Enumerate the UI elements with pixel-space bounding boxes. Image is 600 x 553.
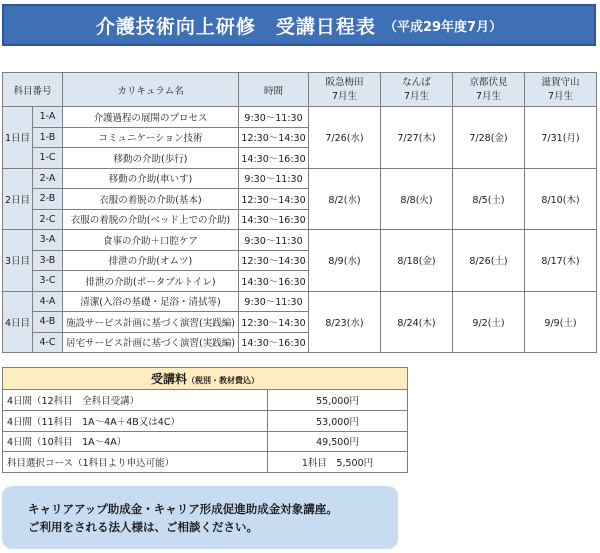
notice-line-1: キャリアアップ助成金・キャリア形成促進助成金対象講座。 bbox=[28, 501, 338, 516]
course-time: 9:30～11:30 bbox=[239, 168, 309, 189]
day-label: 3日目 bbox=[3, 230, 33, 292]
fee-amount: 1科目 5,500円 bbox=[268, 452, 408, 473]
course-code: 3-A bbox=[33, 230, 63, 251]
site-group: 7月生 bbox=[547, 90, 574, 102]
site-name: 京都伏見 bbox=[469, 76, 508, 88]
course-code: 2-A bbox=[33, 168, 63, 189]
course-code: 3-C bbox=[33, 271, 63, 292]
course-time: 9:30～11:30 bbox=[239, 291, 309, 312]
course-name: 清潔(入浴の基礎・足浴・清拭等) bbox=[63, 291, 239, 312]
fee-row bbox=[3, 410, 408, 431]
course-code: 4-A bbox=[33, 291, 63, 312]
table-row bbox=[3, 107, 597, 128]
session-date: 8/2(水) bbox=[309, 168, 381, 230]
course-time: 12:30～14:30 bbox=[239, 312, 309, 333]
course-time: 9:30～11:30 bbox=[239, 107, 309, 128]
fee-label: 4日間（11科目 1A～4A＋4B又は4C） bbox=[3, 410, 268, 431]
fee-amount: 49,500円 bbox=[268, 431, 408, 452]
page-subtitle: （平成29年度7月） bbox=[383, 19, 503, 35]
table-row bbox=[3, 168, 597, 189]
course-code: 1-A bbox=[33, 107, 63, 128]
course-code: 1-B bbox=[33, 127, 63, 148]
fee-amount: 55,000円 bbox=[268, 390, 408, 411]
course-name: 居宅サービス計画に基づく演習(実践編) bbox=[63, 332, 239, 353]
day-label: 1日目 bbox=[3, 107, 33, 169]
session-date: 8/24(木) bbox=[381, 291, 453, 353]
subsidy-notice bbox=[2, 486, 398, 549]
header-site bbox=[453, 73, 525, 107]
site-group: 7月生 bbox=[403, 90, 430, 102]
day-label: 2日目 bbox=[3, 168, 33, 230]
header-code: 科目番号 bbox=[3, 73, 63, 107]
page-title: 介護技術向上研修 受講日程表 bbox=[95, 15, 376, 38]
course-code: 2-B bbox=[33, 189, 63, 210]
fee-label: 4日間（12科目 全科目受講） bbox=[3, 390, 268, 411]
notice-line-2: ご利用をされる法人様は、ご相談ください。 bbox=[28, 519, 258, 534]
session-date: 8/26(土) bbox=[453, 230, 525, 292]
course-time: 14:30～16:30 bbox=[239, 332, 309, 353]
course-time: 12:30～14:30 bbox=[239, 250, 309, 271]
site-name: 阪急梅田 bbox=[325, 76, 364, 88]
course-time: 14:30～16:30 bbox=[239, 209, 309, 230]
table-row bbox=[3, 291, 597, 312]
site-name: なんば bbox=[402, 76, 431, 88]
course-code: 3-B bbox=[33, 250, 63, 271]
session-date: 8/8(火) bbox=[381, 168, 453, 230]
session-date: 8/5(土) bbox=[453, 168, 525, 230]
title-bar bbox=[2, 4, 596, 46]
schedule-table bbox=[2, 72, 597, 353]
course-name: 排泄の介助(ポータブルトイレ) bbox=[63, 271, 239, 292]
session-date: 8/9(水) bbox=[309, 230, 381, 292]
header-site bbox=[381, 73, 453, 107]
site-group: 7月生 bbox=[331, 90, 358, 102]
fee-label: 科目選択コース（1科目より申込可能） bbox=[3, 452, 268, 473]
header-curriculum: カリキュラム名 bbox=[63, 73, 239, 107]
course-name: 衣服の着脱の介助(基本) bbox=[63, 189, 239, 210]
course-name: 衣服の着脱の介助(ベッド上での介助) bbox=[63, 209, 239, 230]
session-date: 8/23(水) bbox=[309, 291, 381, 353]
session-date: 9/9(土) bbox=[525, 291, 597, 353]
session-date: 7/27(木) bbox=[381, 107, 453, 169]
header-row bbox=[3, 73, 597, 107]
session-date: 8/18(金) bbox=[381, 230, 453, 292]
session-date: 7/31(月) bbox=[525, 107, 597, 169]
course-code: 4-C bbox=[33, 332, 63, 353]
fee-amount: 53,000円 bbox=[268, 410, 408, 431]
fee-table bbox=[2, 367, 408, 473]
course-name: 介護過程の展開のプロセス bbox=[63, 107, 239, 128]
session-date: 9/2(土) bbox=[453, 291, 525, 353]
course-code: 2-C bbox=[33, 209, 63, 230]
fee-row bbox=[3, 452, 408, 473]
course-name: コミュニケーション技術 bbox=[63, 127, 239, 148]
header-site bbox=[309, 73, 381, 107]
session-date: 8/17(木) bbox=[525, 230, 597, 292]
session-date: 7/26(水) bbox=[309, 107, 381, 169]
site-group: 7月生 bbox=[475, 90, 502, 102]
table-row bbox=[3, 230, 597, 251]
course-name: 施設サービス計画に基づく演習(実践編) bbox=[63, 312, 239, 333]
session-date: 8/10(木) bbox=[525, 168, 597, 230]
course-name: 排泄の介助(オムツ) bbox=[63, 250, 239, 271]
course-code: 4-B bbox=[33, 312, 63, 333]
course-name: 食事の介助＋口腔ケア bbox=[63, 230, 239, 251]
course-time: 12:30～14:30 bbox=[239, 127, 309, 148]
course-time: 14:30～16:30 bbox=[239, 148, 309, 169]
session-date: 7/28(金) bbox=[453, 107, 525, 169]
course-time: 12:30～14:30 bbox=[239, 189, 309, 210]
header-site bbox=[525, 73, 597, 107]
fee-row bbox=[3, 431, 408, 452]
fee-header bbox=[3, 368, 408, 390]
course-time: 14:30～16:30 bbox=[239, 271, 309, 292]
header-time: 時間 bbox=[239, 73, 309, 107]
site-name: 滋賀守山 bbox=[541, 76, 580, 88]
fee-title: 受講料 bbox=[151, 372, 188, 386]
course-code: 1-C bbox=[33, 148, 63, 169]
course-time: 9:30～11:30 bbox=[239, 230, 309, 251]
day-label: 4日目 bbox=[3, 291, 33, 353]
fee-note: （税別・教材費込） bbox=[187, 376, 260, 385]
course-name: 移動の介助(車いす) bbox=[63, 168, 239, 189]
fee-label: 4日間（10科目 1A～4A） bbox=[3, 431, 268, 452]
fee-row bbox=[3, 390, 408, 411]
course-name: 移動の介助(歩行) bbox=[63, 148, 239, 169]
